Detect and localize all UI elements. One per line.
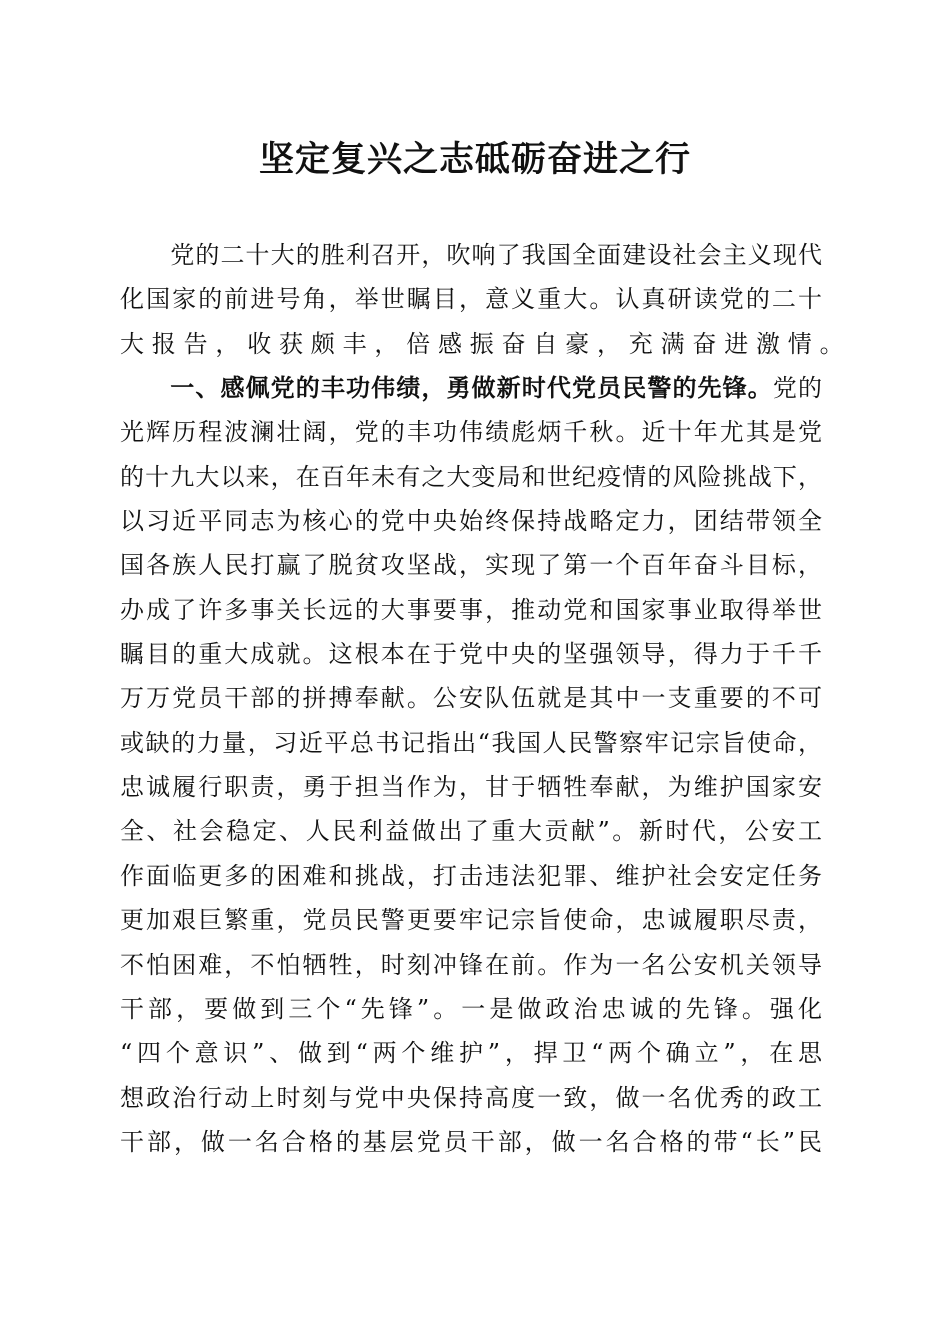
paragraph-line: 或缺的力量，习近平总书记指出“我国人民警察牢记宗旨使命， xyxy=(120,728,822,757)
paragraph-line: 干部，要做到三个“先锋”。一是做政治忠诚的先锋。强化 xyxy=(120,994,822,1023)
paragraph-line: 忠诚履行职责，勇于担当作为，甘于牺牲奉献，为维护国家安 xyxy=(120,773,822,802)
paragraph-line: “四个意识”、做到“两个维护”，捍卫“两个确立”，在思 xyxy=(120,1039,822,1068)
paragraph-line: 不怕困难，不怕牺牲，时刻冲锋在前。作为一名公安机关领导 xyxy=(120,950,822,979)
heading-tail-text: 党的 xyxy=(772,374,823,403)
paragraph-line: 全、社会稳定、人民利益做出了重大贡献”。新时代，公安工 xyxy=(120,817,822,846)
paragraph-line: 更加艰巨繁重，党员民警更要牢记宗旨使命，忠诚履职尽责， xyxy=(120,906,822,935)
paragraph-line: 万万党员干部的拼搏奉献。公安队伍就是其中一支重要的不可 xyxy=(120,684,822,713)
section-heading: 一、感佩党的丰功伟绩，勇做新时代党员民警的先锋。 xyxy=(120,373,773,403)
paragraph-line: 光辉历程波澜壮阔，党的丰功伟绩彪炳千秋。近十年尤其是党 xyxy=(120,418,822,447)
paragraph-line: 想政治行动上时刻与党中央保持高度一致，做一名优秀的政工 xyxy=(120,1083,822,1112)
paragraph-line: 以习近平同志为核心的党中央始终保持战略定力，团结带领全 xyxy=(120,507,822,536)
paragraph-line: 瞩目的重大成就。这根本在于党中央的坚强领导，得力于千千 xyxy=(120,640,822,669)
paragraph-line: 的十九大以来，在百年未有之大变局和世纪疫情的风险挑战下， xyxy=(120,462,822,491)
paragraph-line: 作面临更多的困难和挑战，打击违法犯罪、维护社会安定任务 xyxy=(120,861,822,890)
section-heading-line xyxy=(120,366,822,410)
paragraph-line: 党的二十大的胜利召开，吹响了我国全面建设社会主义现代 xyxy=(120,241,822,269)
paragraph-line: 大报告，收获颇丰，倍感振奋自豪，充满奋进激情。 xyxy=(120,329,852,358)
document-title: 坚定复兴之志砥砺奋进之行 xyxy=(258,139,691,180)
document-body xyxy=(120,233,852,1164)
paragraph-line: 办成了许多事关长远的大事要事，推动党和国家事业取得举世 xyxy=(120,595,822,624)
paragraph-line: 干部，做一名合格的基层党员干部，做一名合格的带“长”民 xyxy=(120,1127,822,1156)
paragraph-line: 化国家的前进号角，举世瞩目，意义重大。认真研读党的二十 xyxy=(120,285,822,314)
paragraph-line: 国各族人民打赢了脱贫攻坚战，实现了第一个百年奋斗目标， xyxy=(120,551,822,580)
